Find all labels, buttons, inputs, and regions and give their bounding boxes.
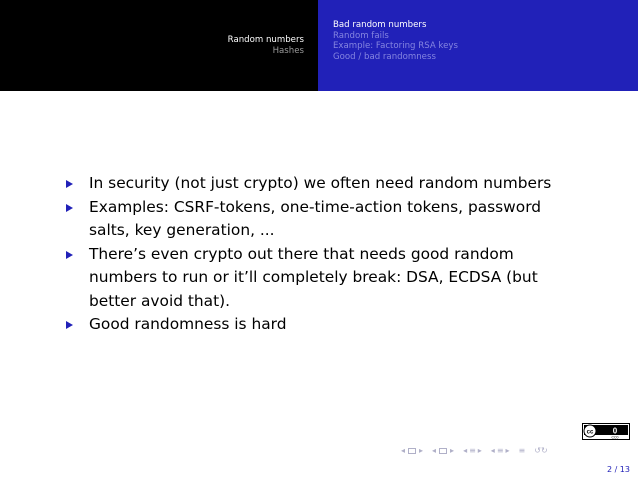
triangle-bullet-icon: [66, 204, 73, 212]
subsection-item-good-bad-randomness[interactable]: Good / bad randomness: [333, 51, 436, 62]
undo-redo-search-icon: ↺↻: [534, 446, 548, 455]
list-item: [66, 172, 586, 196]
nav-search-icon[interactable]: [533, 446, 548, 456]
list-item-text: Examples: CSRF-tokens, one-time-action tokens, password salts, key generation, ...: [89, 197, 542, 239]
cc0-license-badge: [582, 423, 630, 440]
cc-caption: CC0: [611, 435, 619, 440]
list-item: [66, 243, 586, 314]
beamer-navigation-bar: [400, 446, 556, 456]
section-nav-panel: [0, 0, 318, 91]
subsection-item-bad-random-numbers[interactable]: Bad random numbers: [333, 20, 427, 30]
nav-section-icon[interactable]: [490, 446, 511, 456]
nav-frame-icon[interactable]: [431, 446, 455, 456]
list-item-text: In security (not just crypto) we often need random numbers: [89, 174, 552, 192]
nav-first-icon[interactable]: [400, 446, 424, 456]
arrow-left-icon: ◂: [432, 446, 437, 455]
arrow-right-icon: ▸: [505, 446, 510, 455]
triangle-bullet-icon: [66, 251, 73, 259]
slide-header: [0, 0, 638, 91]
frame-box-icon: [439, 448, 447, 454]
nav-subsection-icon[interactable]: [462, 446, 483, 456]
arrow-left-icon: ◂: [463, 446, 468, 455]
list-item: [66, 313, 586, 337]
section-list: [228, 35, 304, 57]
align-lines-icon: ≡: [518, 446, 526, 455]
slide-box-icon: [408, 448, 416, 454]
arrow-left-icon: ◂: [490, 446, 495, 455]
section-item-random-numbers[interactable]: Random numbers: [227, 35, 304, 45]
triangle-bullet-icon: [66, 321, 73, 329]
subsection-list: [333, 20, 458, 62]
page-number: 2 / 13: [606, 465, 630, 474]
list-item: [66, 196, 586, 243]
arrow-right-icon: ▸: [419, 446, 424, 455]
bullet-list: [66, 172, 586, 337]
list-item-text: Good randomness is hard: [89, 315, 287, 333]
list-item-text: There’s even crypto out there that needs good random numbers to run or it’ll completely break: DSA, ECDSA (but better avoid that).: [89, 244, 538, 310]
arrow-left-icon: ◂: [401, 446, 406, 455]
nav-align-icon[interactable]: [518, 446, 527, 456]
arrow-right-icon: ▸: [477, 446, 482, 455]
subsection-lines-icon: ≡: [469, 446, 476, 455]
subsection-item-factoring-rsa[interactable]: Example: Factoring RSA keys: [333, 41, 458, 52]
triangle-bullet-icon: [66, 180, 73, 188]
arrow-right-icon: ▸: [450, 446, 455, 455]
section-item-hashes[interactable]: Hashes: [272, 46, 304, 56]
section-lines-icon: ≡: [496, 446, 504, 455]
cc-text: cc: [586, 429, 594, 436]
subsection-item-random-fails[interactable]: Random fails: [333, 30, 389, 41]
cc-zero-text: 0: [612, 426, 618, 436]
subsection-nav-panel: [318, 0, 638, 91]
